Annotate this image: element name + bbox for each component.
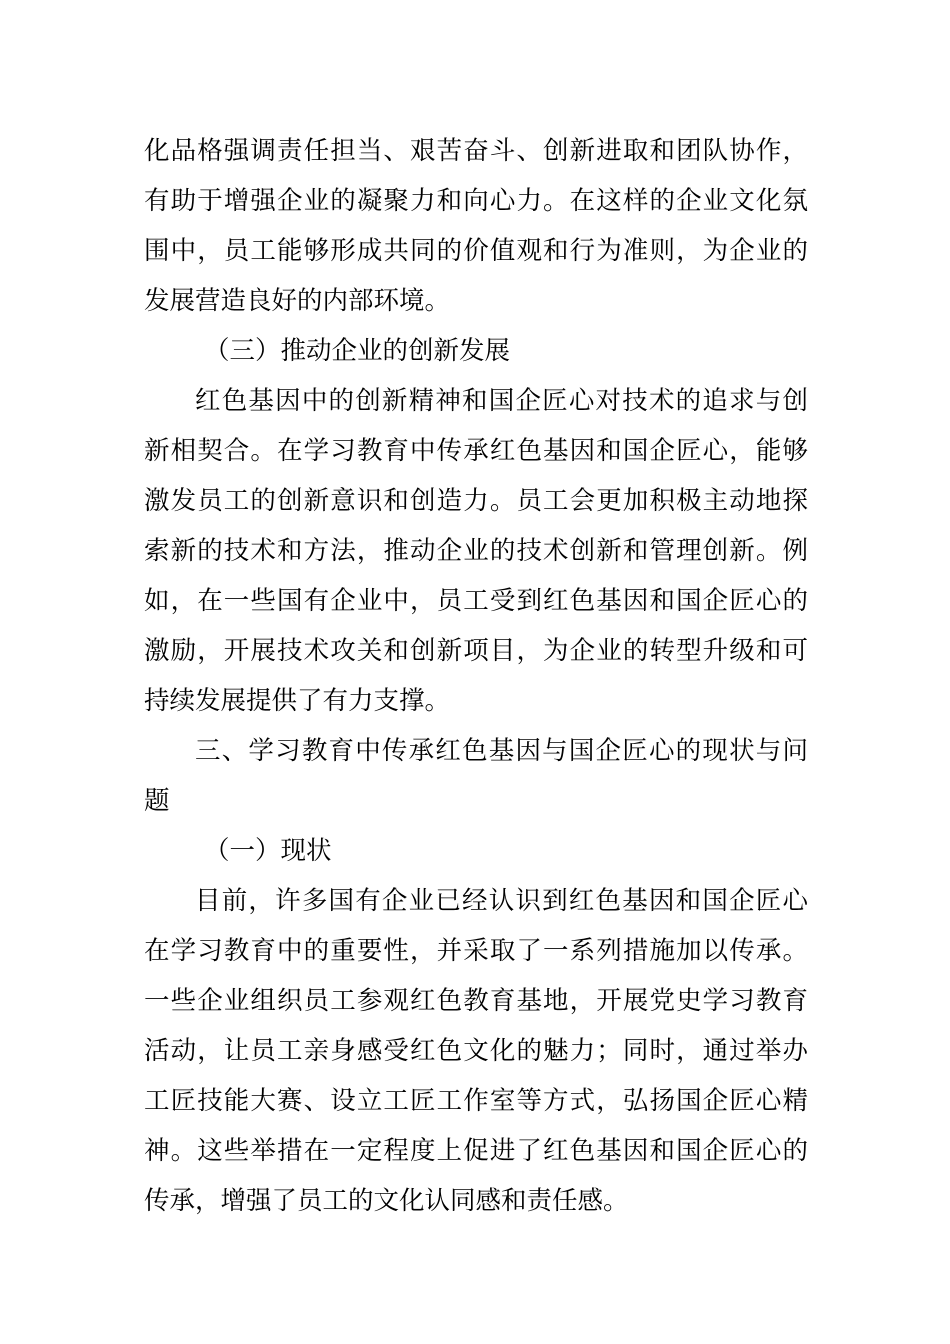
text-line: 一些企业组织员工参观红色教育基地，开展党史学习教育 — [144, 986, 808, 1016]
text-line: 在学习教育中的重要性，并采取了一系列措施加以传承。 — [144, 936, 808, 966]
section-heading: （三）推动企业的创新发展 — [204, 336, 511, 366]
text-line: 工匠技能大赛、设立工匠工作室等方式，弘扬国企匠心精 — [144, 1086, 808, 1116]
text-line: 传承，增强了员工的文化认同感和责任感。 — [144, 1186, 629, 1216]
chapter-heading-continuation: 题 — [144, 786, 170, 816]
text-line: 目前，许多国有企业已经认识到红色基因和国企匠心 — [195, 886, 808, 916]
text-line: 神。这些举措在一定程度上促进了红色基因和国企匠心的 — [144, 1136, 808, 1166]
text-line: 新相契合。在学习教育中传承红色基因和国企匠心，能够 — [144, 436, 808, 466]
text-line: 持续发展提供了有力支撑。 — [144, 686, 451, 716]
text-line: 索新的技术和方法，推动企业的技术创新和管理创新。例 — [144, 536, 808, 566]
text-line: 有助于增强企业的凝聚力和向心力。在这样的企业文化氛 — [144, 186, 808, 216]
chapter-heading: 三、学习教育中传承红色基因与国企匠心的现状与问 — [195, 736, 808, 766]
text-line: 化品格强调责任担当、艰苦奋斗、创新进取和团队协作， — [144, 136, 808, 166]
text-line: 红色基因中的创新精神和国企匠心对技术的追求与创 — [195, 386, 808, 416]
text-line: 如，在一些国有企业中，员工受到红色基因和国企匠心的 — [144, 586, 808, 616]
text-line: 激发员工的创新意识和创造力。员工会更加积极主动地探 — [144, 486, 808, 516]
text-line: 围中，员工能够形成共同的价值观和行为准则，为企业的 — [144, 236, 808, 266]
text-line: 激励，开展技术攻关和创新项目，为企业的转型升级和可 — [144, 636, 808, 666]
section-heading: （一）现状 — [204, 836, 332, 866]
text-line: 发展营造良好的内部环境。 — [144, 286, 451, 316]
document-body — [144, 126, 808, 1226]
text-line: 活动，让员工亲身感受红色文化的魅力；同时，通过举办 — [144, 1036, 808, 1066]
